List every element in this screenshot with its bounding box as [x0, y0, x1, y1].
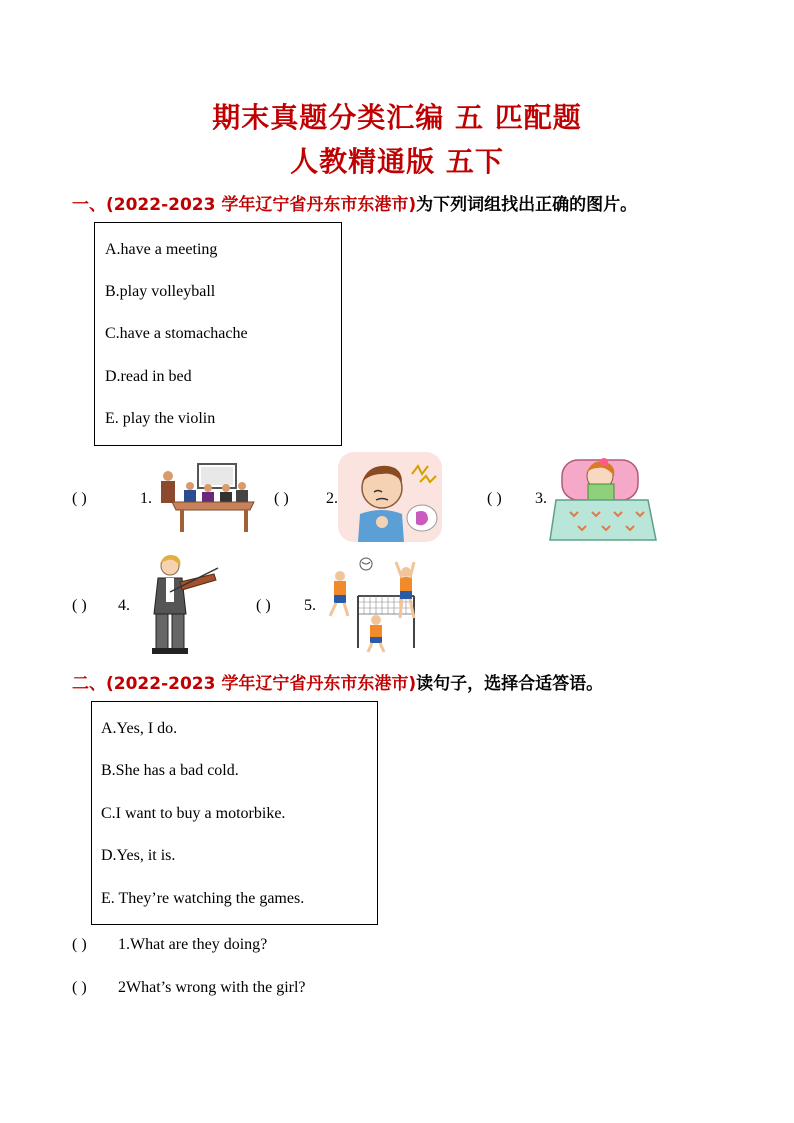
answer-blank-3[interactable]: ( ) — [487, 490, 502, 507]
answer-blank-5[interactable]: ( ) — [256, 597, 271, 614]
section1-source: (2022-2023 学年辽宁省丹东市东港市) — [106, 195, 417, 215]
question-blank-2[interactable]: ( ) — [72, 979, 87, 996]
page-title: 期末真题分类汇编 五 匹配题 — [212, 101, 582, 134]
question-blank-1[interactable]: ( ) — [72, 936, 87, 953]
section1-instruction: 为下列词组找出正确的图片。 — [416, 195, 638, 215]
section2-options-box — [91, 701, 378, 925]
answer-blank-2[interactable]: ( ) — [274, 490, 289, 507]
answer-blank-4[interactable]: ( ) — [72, 597, 87, 614]
answer-blank-1[interactable]: ( ) — [72, 490, 87, 507]
read-in-bed-picture — [548, 454, 658, 548]
answer-option-e: E. They’re watching the games. — [101, 890, 305, 907]
item-label-1: 1. — [140, 490, 152, 507]
item-label-5: 5. — [304, 597, 316, 614]
page-subtitle: 人教精通版 五下 — [290, 145, 504, 178]
option-e: E. play the violin — [105, 410, 216, 427]
meeting-picture — [152, 462, 258, 534]
answer-option-c: C.I want to buy a motorbike. — [101, 805, 286, 822]
section2-source: (2022-2023 学年辽宁省丹东市东港市) — [106, 674, 417, 694]
option-b: B.play volleyball — [105, 283, 216, 300]
answer-option-b: B.She has a bad cold. — [101, 762, 239, 779]
item-label-4: 4. — [118, 597, 130, 614]
stomachache-picture — [338, 452, 442, 542]
volleyball-picture — [318, 556, 428, 652]
question-text-2: 2What’s wrong with the girl? — [118, 979, 306, 996]
option-c: C.have a stomachache — [105, 325, 248, 342]
item-label-3: 3. — [535, 490, 547, 507]
item-label-2: 2. — [326, 490, 338, 507]
section1-index: 一、 — [72, 195, 106, 215]
option-a: A.have a meeting — [105, 241, 218, 258]
answer-option-a: A.Yes, I do. — [101, 720, 178, 737]
section1-options-box — [94, 222, 342, 446]
section2-index: 二、 — [72, 674, 106, 694]
section1-heading — [72, 190, 637, 215]
option-d: D.read in bed — [105, 368, 192, 385]
question-text-1: 1.What are they doing? — [118, 936, 268, 953]
section2-instruction: 读句子，选择合适答语。 — [416, 674, 604, 694]
answer-option-d: D.Yes, it is. — [101, 847, 176, 864]
section2-heading — [72, 669, 603, 694]
violin-picture — [140, 552, 224, 656]
